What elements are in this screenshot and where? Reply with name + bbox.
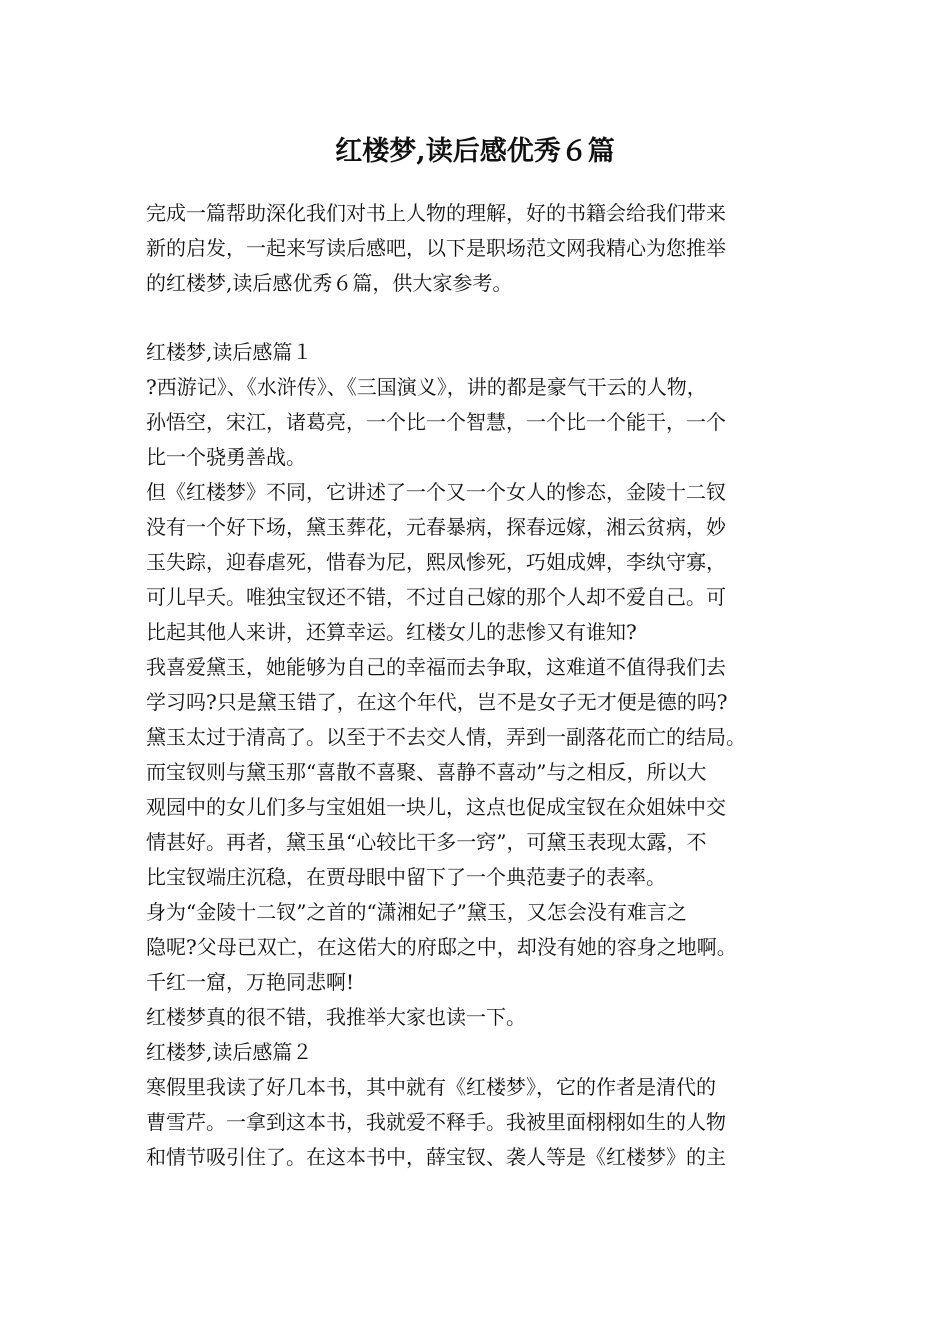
text-line: 比起其他人来讲，还算幸运。红楼女儿的悲惨又有谁知? <box>146 620 637 644</box>
text-line: 红楼梦真的很不错，我推举大家也读一下。 <box>146 1005 526 1029</box>
text-line: 没有一个好下场，黛玉葬花，元春暴病，探春远嫁，湘云贫病，妙 <box>146 515 726 539</box>
text-line: 比宝钗端庄沉稳，在贾母眼中留下了一个典范妻子的表率。 <box>146 865 666 889</box>
text-line: 情甚好。再者，黛玉虽“心较比干多一窍”，可黛玉表现太露，不 <box>146 830 707 854</box>
text-line: 和情节吸引住了。在这本书中，薛宝钗、袭人等是《红楼梦》的主 <box>146 1145 726 1169</box>
text-line: 千红一窟，万艳同悲啊! <box>146 970 355 994</box>
text-line: 隐呢?父母已双亡，在这偌大的府邸之中，却没有她的容身之地啊。 <box>146 935 737 959</box>
text-line: 红楼梦,读后感篇１ <box>146 340 313 364</box>
text-line: 红楼梦,读后感篇２ <box>146 1040 313 1064</box>
text-line: 曹雪芹。一拿到这本书，我就爱不释手。我被里面栩栩如生的人物 <box>146 1110 726 1134</box>
text-line: 我喜爱黛玉，她能够为自己的幸福而去争取，这难道不值得我们去 <box>146 655 726 679</box>
text-line: 的红楼梦,读后感优秀６篇，供大家参考。 <box>146 271 513 295</box>
text-line: ?西游记》、《水浒传》、《三国演义》，讲的都是豪气干云的人物， <box>146 375 707 399</box>
text-line: 身为“金陵十二钗”之首的“潇湘妃子”黛玉，又怎会没有难言之 <box>146 900 687 924</box>
text-line: 寒假里我读了好几本书，其中就有《红楼梦》，它的作者是清代的 <box>146 1075 716 1099</box>
text-line: 孙悟空，宋江，诸葛亮，一个比一个智慧，一个比一个能干，一个 <box>146 410 726 434</box>
document-title: 红楼梦,读后感优秀６篇 <box>335 136 615 167</box>
text-line: 学习吗?只是黛玉错了，在这个年代，岂不是女子无才便是德的吗? <box>146 690 728 714</box>
text-line: 但《红楼梦》不同，它讲述了一个又一个女人的惨态，金陵十二钗 <box>146 480 726 504</box>
text-line: 完成一篇帮助深化我们对书上人物的理解，好的书籍会给我们带来 <box>146 201 726 225</box>
document-body <box>146 196 836 1175</box>
text-line: 新的启发，一起来写读后感吧，以下是职场范文网我精心为您推举 <box>146 236 726 260</box>
text-line: 而宝钗则与黛玉那“喜散不喜聚、喜静不喜动”与之相反，所以大 <box>146 760 707 784</box>
text-line: 黛玉太过于清高了。以至于不去交人情，弄到一副落花而亡的结局。 <box>146 725 746 749</box>
text-line: 可儿早夭。唯独宝钗还不错，不过自己嫁的那个人却不爱自己。可 <box>146 585 726 609</box>
text-line: 比一个骁勇善战。 <box>146 445 306 469</box>
text-line: 玉失踪，迎春虐死，惜春为尼，熙凤惨死，巧姐成婢，李纨守寡， <box>146 550 726 574</box>
text-line: 观园中的女儿们多与宝姐姐一块儿，这点也促成宝钗在众姐妹中交 <box>146 795 726 819</box>
blank-line <box>146 301 836 335</box>
